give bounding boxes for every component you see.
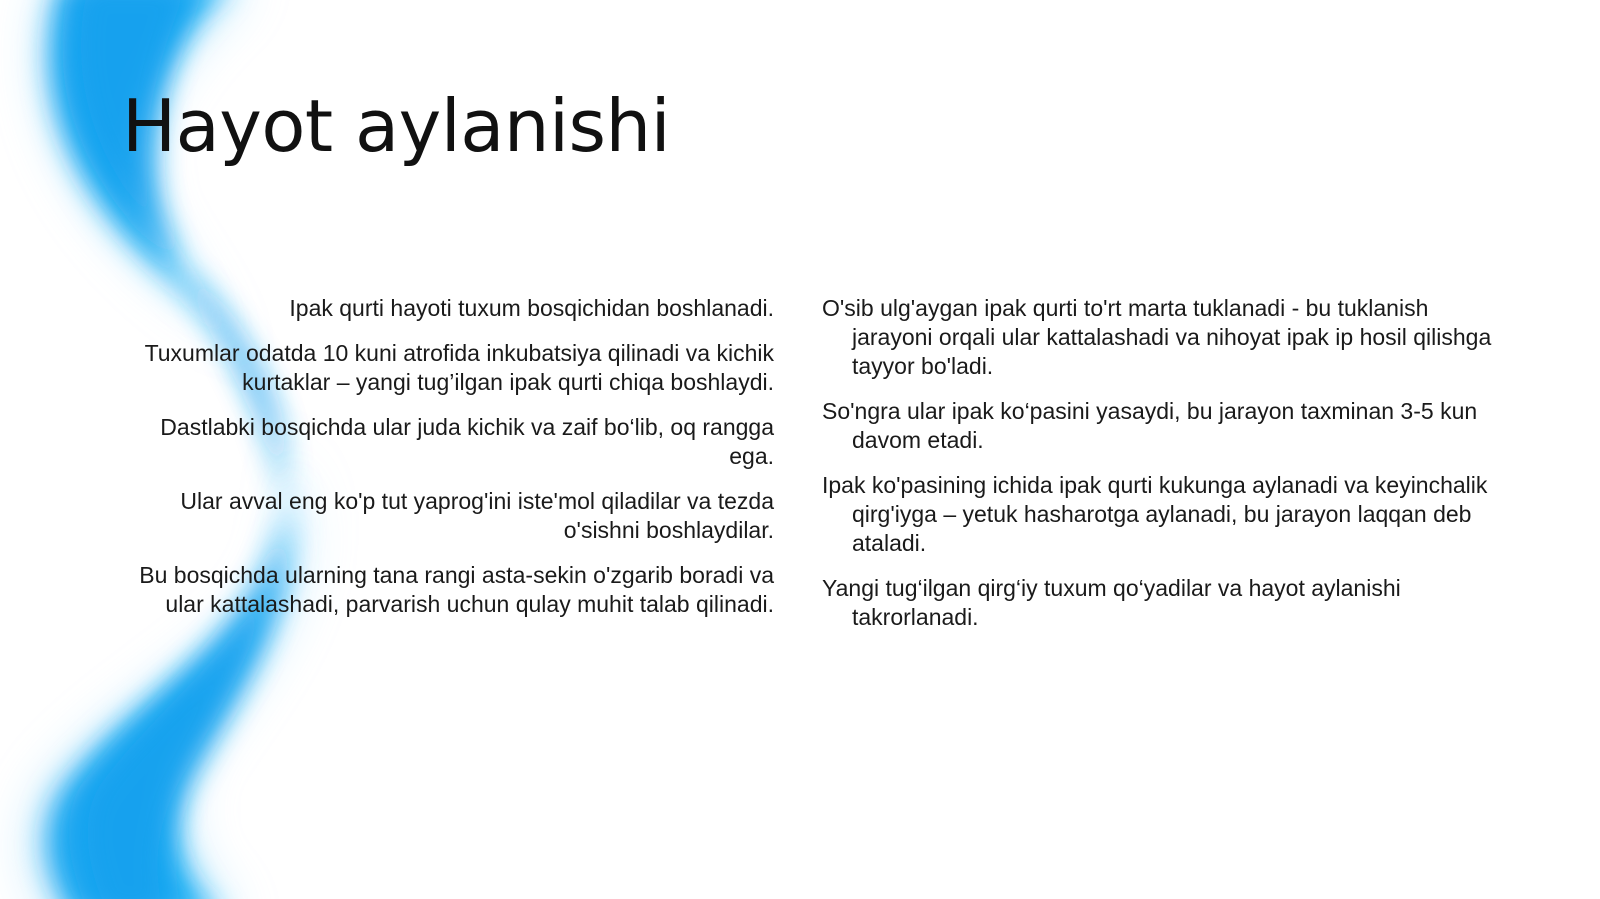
left-paragraph: Ular avval eng ko'p tut yaprog'ini iste'mol qiladilar va tezda o'sishni boshlaydilar.: [180, 488, 774, 543]
right-text-column: [822, 294, 1502, 648]
right-paragraph: Ipak ko'pasining ichida ipak qurti kukunga aylanadi va keyinchalik qirg'iyga – yetuk hasharotga aylanadi, bu jarayon laqqan deb ataladi.: [822, 472, 1488, 556]
left-paragraph: Bu bosqichda ularning tana rangi asta-sekin o'zgarib boradi va ular kattalashadi, parvarish uchun qulay muhit talab qilinadi.: [139, 562, 774, 617]
left-paragraph: Ipak qurti hayoti tuxum bosqichidan boshlanadi.: [289, 295, 774, 321]
right-paragraph: Yangi tug‘ilgan qirg‘iy tuxum qo‘yadilar va hayot aylanishi takrorlanadi.: [822, 575, 1401, 630]
left-paragraph: Dastlabki bosqichda ular juda kichik va zaif bo‘lib, oq rangga ega.: [160, 414, 774, 469]
left-text-column: [120, 294, 774, 635]
right-paragraph: O'sib ulg'aygan ipak qurti to'rt marta tuklanadi - bu tuklanish jarayoni orqali ular kattalashadi va nihoyat ipak ip hosil qilishga tayyor bo'ladi.: [822, 295, 1492, 379]
right-paragraph: So'ngra ular ipak ko‘pasini yasaydi, bu jarayon taxminan 3-5 kun davom etadi.: [822, 398, 1478, 453]
slide-title: Hayot aylanishi: [122, 84, 671, 168]
left-paragraph: Tuxumlar odatda 10 kuni atrofida inkubatsiya qilinadi va kichik kurtaklar – yangi tug’ilgan ipak qurti chiqa boshlaydi.: [144, 340, 774, 395]
